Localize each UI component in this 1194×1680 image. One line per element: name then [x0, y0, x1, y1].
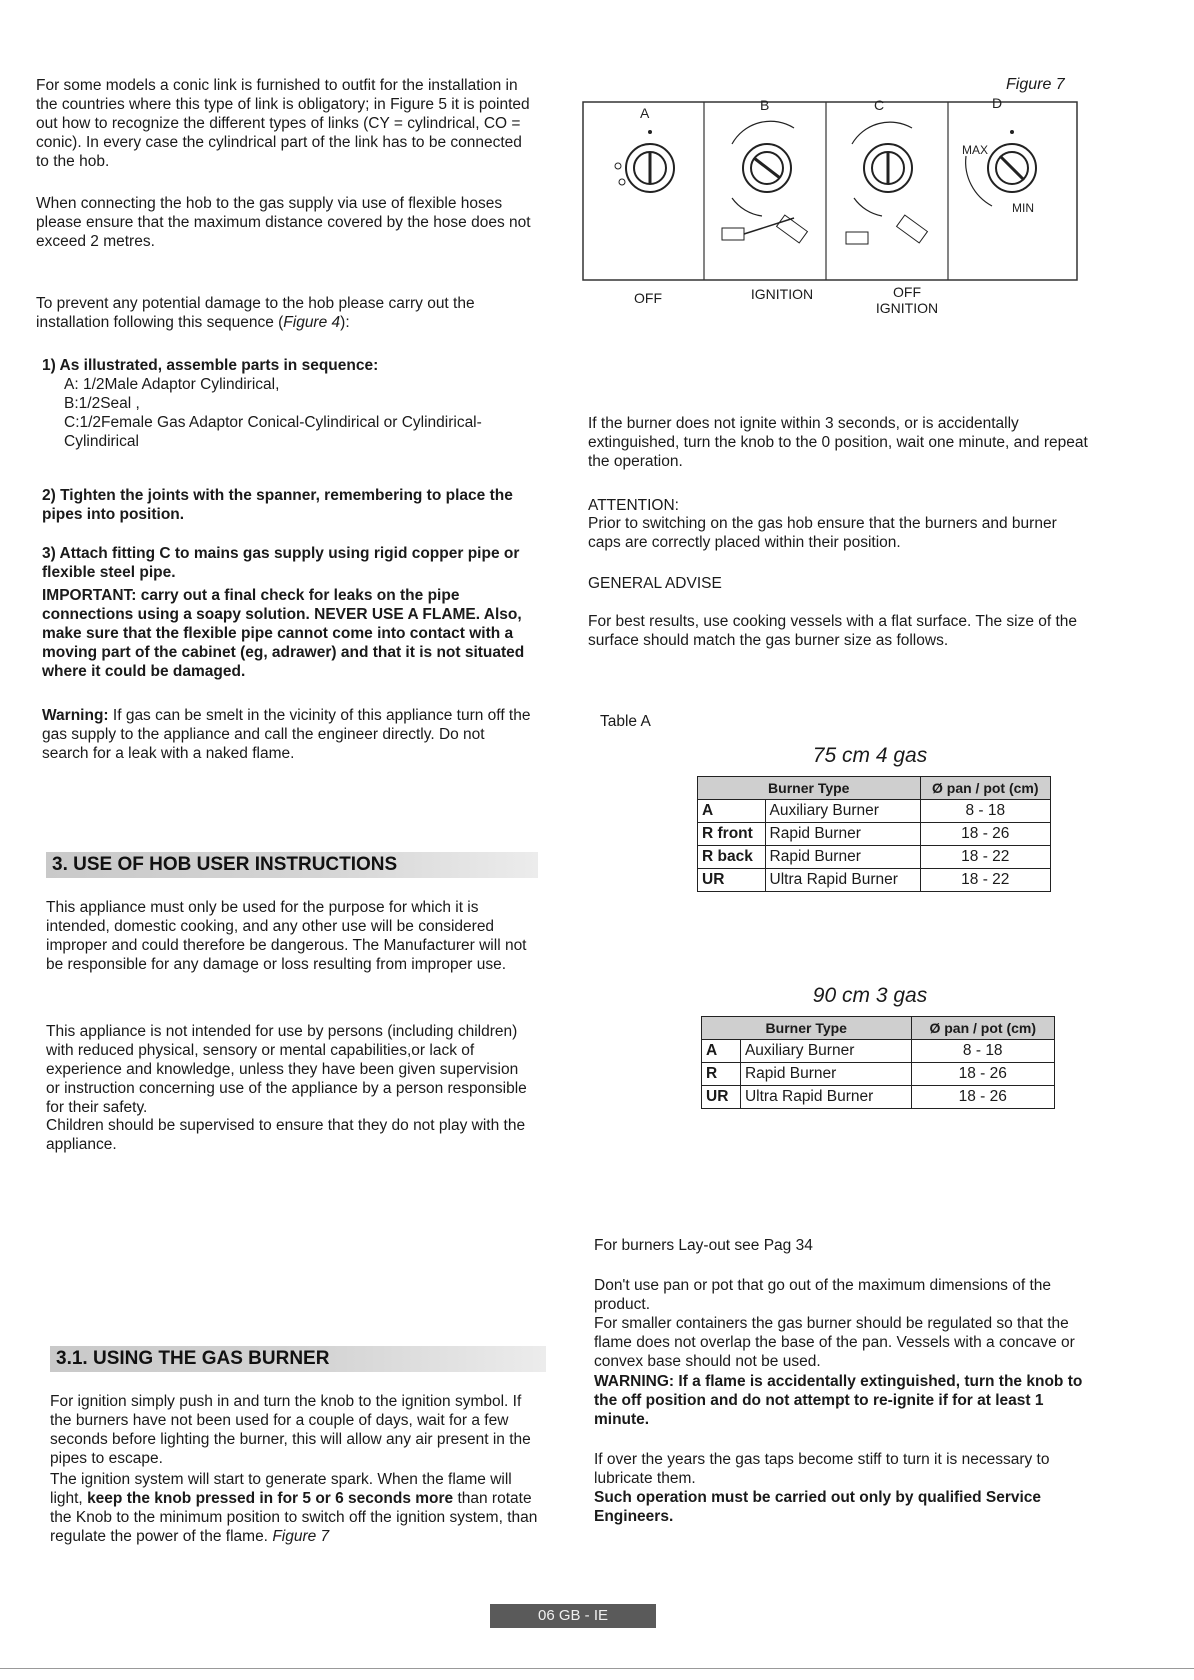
- table-row: [698, 869, 1051, 892]
- pan-size: 18 - 22: [920, 846, 1050, 869]
- burner-table-75cm: [697, 776, 1051, 892]
- burner-code: A: [702, 1040, 741, 1063]
- general-advise-title: GENERAL ADVISE: [588, 575, 722, 592]
- section-3-heading: 3. USE OF HOB USER INSTRUCTIONS: [46, 852, 538, 878]
- step-1-b: B:1/2Seal ,: [64, 395, 140, 412]
- page-number-badge: 06 GB - IE: [490, 1604, 656, 1628]
- table-row: [698, 846, 1051, 869]
- panel-label-c: C: [874, 98, 885, 113]
- burner-type: Rapid Burner: [765, 846, 920, 869]
- step-1: [42, 356, 542, 451]
- burner-type: Rapid Burner: [740, 1063, 911, 1086]
- burner-type: Ultra Rapid Burner: [765, 869, 920, 892]
- label-off-ignition-line-2: IGNITION: [875, 300, 939, 316]
- table-1-title: 75 cm 4 gas: [812, 744, 928, 767]
- burner-type: Auxiliary Burner: [740, 1040, 911, 1063]
- knob-c-off-ignition: [846, 122, 927, 244]
- gas-paragraph-2: The ignition system will start to generate spark. When the flame will light, keep the knob pressed in for 5 or 6 seconds more than rotate the Knob to the minimum position to switch off the ignition system, than regulate the power of the flame. Figure 7: [50, 1471, 538, 1545]
- burner-table-90cm: [701, 1016, 1055, 1109]
- table-row: [698, 823, 1051, 846]
- burner-type: Rapid Burner: [765, 823, 920, 846]
- knob-a-off: [615, 130, 674, 192]
- table-a-label: Table A: [600, 713, 651, 730]
- layout-reference: For burners Lay-out see Pag 34: [594, 1237, 813, 1254]
- intro-paragraph-3: To prevent any potential damage to the hob please carry out the installation following this sequence (Figure 4):: [36, 295, 475, 331]
- bottom-rule: [0, 1668, 1194, 1669]
- step-1-a: A: 1/2Male Adaptor Cylindirical,: [64, 376, 280, 393]
- burner-code: R: [702, 1063, 741, 1086]
- pan-size: 8 - 18: [920, 800, 1050, 823]
- use-paragraph-2: This appliance is not intended for use by persons (including children) with reduced physical, sensory or mental capabilities,or lack of experience and knowledge, unless they have been given supervision or instruction concerning use of the appliance by a person responsible for their safety.: [46, 1023, 527, 1116]
- table-2-title: 90 cm 3 gas: [812, 984, 928, 1007]
- smaller-containers-paragraph: For smaller containers the gas burner should be regulated so that the flame does not overlap the base of the pan. Vessels with a concave or convex base should not be used.: [594, 1315, 1075, 1370]
- burner-type: Ultra Rapid Burner: [740, 1086, 911, 1109]
- label-off: OFF: [634, 290, 662, 306]
- table-2-header-burner: Burner Type: [702, 1017, 912, 1040]
- table-2-header-pan: Ø pan / pot (cm): [911, 1017, 1055, 1040]
- table-1-header-pan: Ø pan / pot (cm): [920, 777, 1050, 800]
- pan-size: 18 - 26: [911, 1063, 1055, 1086]
- attention-text: Prior to switching on the gas hob ensure that the burners and burner caps are correctly placed within their position.: [588, 515, 1057, 551]
- dont-use-paragraph: Don't use pan or pot that go out of the maximum dimensions of the product.: [594, 1277, 1052, 1313]
- ignite-paragraph: If the burner does not ignite within 3 seconds, or is accidentally extinguished, turn the knob to the 0 position, wait one minute, and repeat the operation.: [588, 415, 1088, 470]
- general-advise-text: For best results, use cooking vessels with a flat surface. The size of the surface should match the gas burner size as follows.: [588, 613, 1078, 649]
- intro-paragraph-2: When connecting the hob to the gas supply via use of flexible hoses please ensure that the maximum distance covered by the hose does not exceed 2 metres.: [36, 195, 531, 250]
- step-3: 3) Attach fitting C to mains gas supply using rigid copper pipe or flexible steel pipe.: [42, 544, 520, 581]
- use-paragraph-1: This appliance must only be used for the purpose for which it is intended, domestic cooking, and any other use will be considered improper and could therefore be dangerous. The Manufacturer will not be responsible for any damage or loss resulting from improper use.: [46, 899, 527, 973]
- step-2: 2) Tighten the joints with the spanner, remembering to place the pipes into position.: [42, 486, 513, 523]
- burner-code: UR: [702, 1086, 741, 1109]
- gas-warning: Warning: If gas can be smelt in the vicinity of this appliance turn off the gas supply to the appliance and call the engineer directly. Do not search for a leak with a naked flame.: [42, 707, 531, 762]
- step-1-title: 1) As illustrated, assemble parts in sequence:: [42, 357, 379, 374]
- use-paragraph-3: Children should be supervised to ensure that they do not play with the appliance.: [46, 1117, 526, 1153]
- burner-code: UR: [698, 869, 766, 892]
- intro-paragraph-1: For some models a conic link is furnished to outfit for the installation in the countries where this type of link is obligatory; in Figure 5 it is pointed out how to recognize the different types of links (CY = cylindrical, CO = conic). In every case the cylindrical part of the link has to be connected to the hob.: [36, 77, 530, 170]
- pan-size: 18 - 26: [920, 823, 1050, 846]
- min-label: MIN: [1012, 201, 1034, 215]
- figure-7-knob-diagram: [582, 98, 1082, 284]
- table-1-header-burner: Burner Type: [698, 777, 921, 800]
- important-note: IMPORTANT: carry out a final check for leaks on the pipe connections using a soapy solution. NEVER USE A FLAME. Also, make sure that the flexible pipe cannot come into contact with a moving part of the cabinet (eg, adrawer) and that it is not situated where it could be damaged.: [42, 587, 525, 680]
- burner-code: A: [698, 800, 766, 823]
- panel-label-a: A: [640, 105, 650, 121]
- step-1-c: C:1/2Female Gas Adaptor Conical-Cylindirical or Cylindirical-Cylindirical: [64, 414, 482, 450]
- max-label: MAX: [962, 143, 989, 157]
- panel-label-d: D: [992, 98, 1003, 111]
- label-off-ignition: [852, 284, 962, 316]
- burner-code: R front: [698, 823, 766, 846]
- taps-paragraph: If over the years the gas taps become stiff to turn it is necessary to lubricate them.: [594, 1451, 1050, 1487]
- table-row: [702, 1086, 1055, 1109]
- figure-7-caption: Figure 7: [1006, 76, 1065, 93]
- burner-type: Auxiliary Burner: [765, 800, 920, 823]
- section-3-1-heading: 3.1. USING THE GAS BURNER: [50, 1346, 546, 1372]
- knob-b-ignition: [722, 121, 807, 243]
- label-off-ignition-line-1: OFF: [893, 284, 921, 300]
- knob-d-min: [966, 130, 1036, 206]
- pan-size: 18 - 26: [911, 1086, 1055, 1109]
- label-ignition: IGNITION: [750, 286, 814, 302]
- pan-size: 8 - 18: [911, 1040, 1055, 1063]
- pan-size: 18 - 22: [920, 869, 1050, 892]
- gas-paragraph-1: For ignition simply push in and turn the knob to the ignition symbol. If the burners have not been used for a couple of days, wait for a few seconds before lighting the burner, this will allow any air present in the pipes to escape.: [50, 1393, 531, 1467]
- table-row: [702, 1063, 1055, 1086]
- flame-warning: WARNING: If a flame is accidentally extinguished, turn the knob to the off position and do not attempt to re-ignite if for at least 1 minute.: [594, 1373, 1083, 1428]
- panel-label-b: B: [760, 98, 770, 113]
- table-row: [702, 1040, 1055, 1063]
- burner-code: R back: [698, 846, 766, 869]
- attention-title: ATTENTION:: [588, 497, 679, 514]
- service-paragraph: Such operation must be carried out only by qualified Service Engineers.: [594, 1489, 1042, 1525]
- table-row: [698, 800, 1051, 823]
